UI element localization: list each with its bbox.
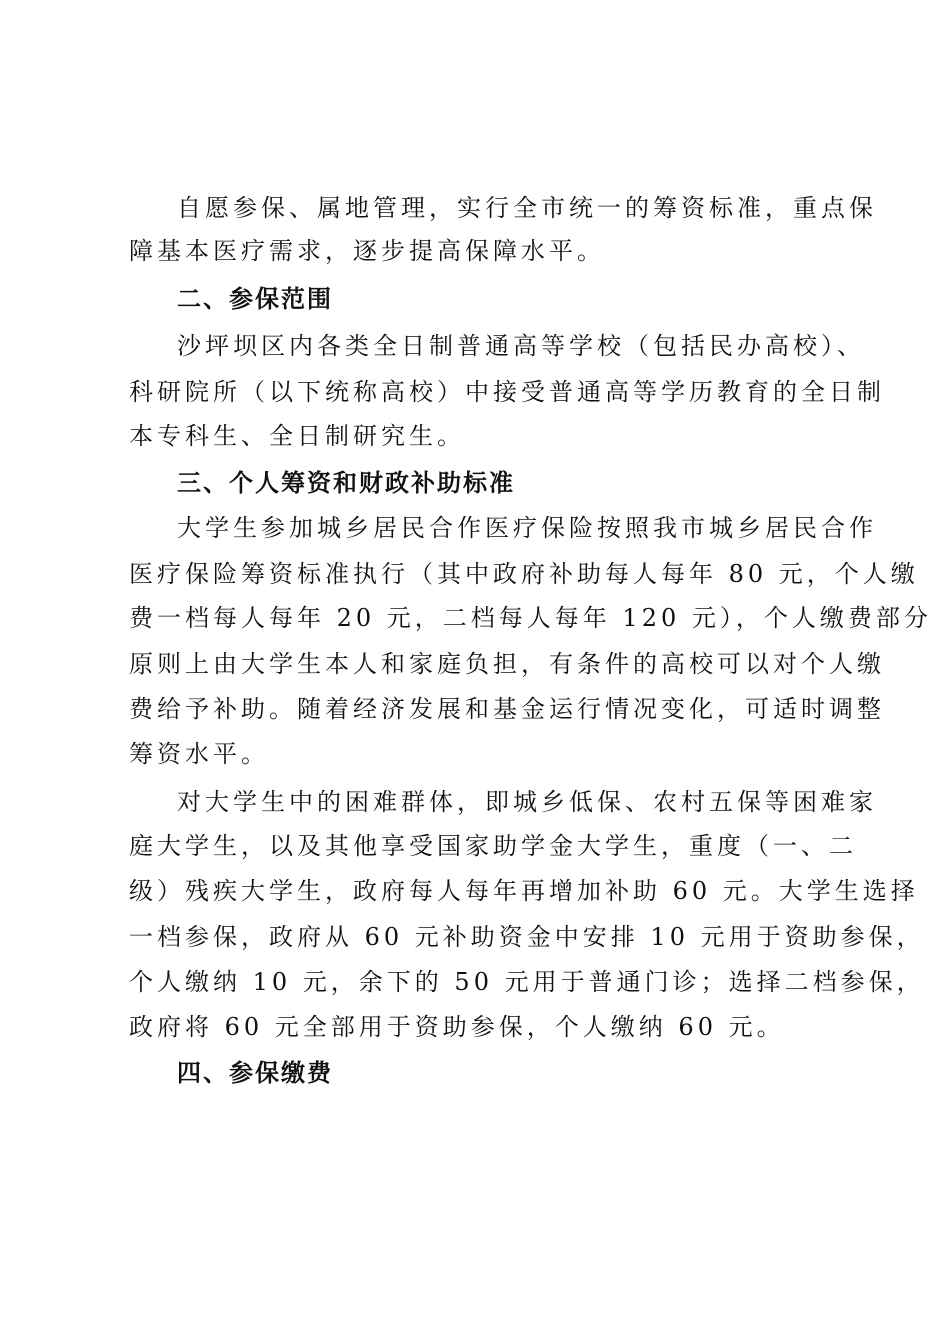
section-heading-2: 二、参保范围 xyxy=(177,285,333,313)
paragraph-line: 医疗保险筹资标准执行（其中政府补助每人每年 80 元，个人缴 xyxy=(129,560,919,588)
paragraph-line: 障基本医疗需求，逐步提高保障水平。 xyxy=(129,237,605,265)
paragraph-line: 本专科生、全日制研究生。 xyxy=(129,422,465,450)
paragraph-line: 对大学生中的困难群体，即城乡低保、农村五保等困难家 xyxy=(177,788,877,816)
paragraph-line: 原则上由大学生本人和家庭负担，有条件的高校可以对个人缴 xyxy=(129,650,885,678)
paragraph-line: 费给予补助。随着经济发展和基金运行情况变化，可适时调整 xyxy=(129,695,885,723)
paragraph-line: 筹资水平。 xyxy=(129,740,269,768)
section-heading-4: 四、参保缴费 xyxy=(177,1059,333,1087)
paragraph-line: 政府将 60 元全部用于资助参保，个人缴纳 60 元。 xyxy=(129,1013,785,1041)
paragraph-line: 一档参保，政府从 60 元补助资金中安排 10 元用于资助参保， xyxy=(129,923,925,951)
paragraph-line: 大学生参加城乡居民合作医疗保险按照我市城乡居民合作 xyxy=(177,514,877,542)
paragraph-line: 级）残疾大学生，政府每人每年再增加补助 60 元。大学生选择 xyxy=(129,877,919,905)
paragraph-line: 自愿参保、属地管理，实行全市统一的筹资标准，重点保 xyxy=(177,194,877,222)
section-heading-3: 三、个人筹资和财政补助标准 xyxy=(177,469,515,497)
paragraph-line: 个人缴纳 10 元，余下的 50 元用于普通门诊；选择二档参保， xyxy=(129,968,925,996)
paragraph-line: 科研院所（以下统称高校）中接受普通高等学历教育的全日制 xyxy=(129,378,885,406)
paragraph-line: 沙坪坝区内各类全日制普通高等学校（包括民办高校）、 xyxy=(177,332,865,360)
paragraph-line: 庭大学生，以及其他享受国家助学金大学生，重度（一、二 xyxy=(129,832,857,860)
paragraph-line: 费一档每人每年 20 元，二档每人每年 120 元），个人缴费部分 xyxy=(129,604,932,632)
